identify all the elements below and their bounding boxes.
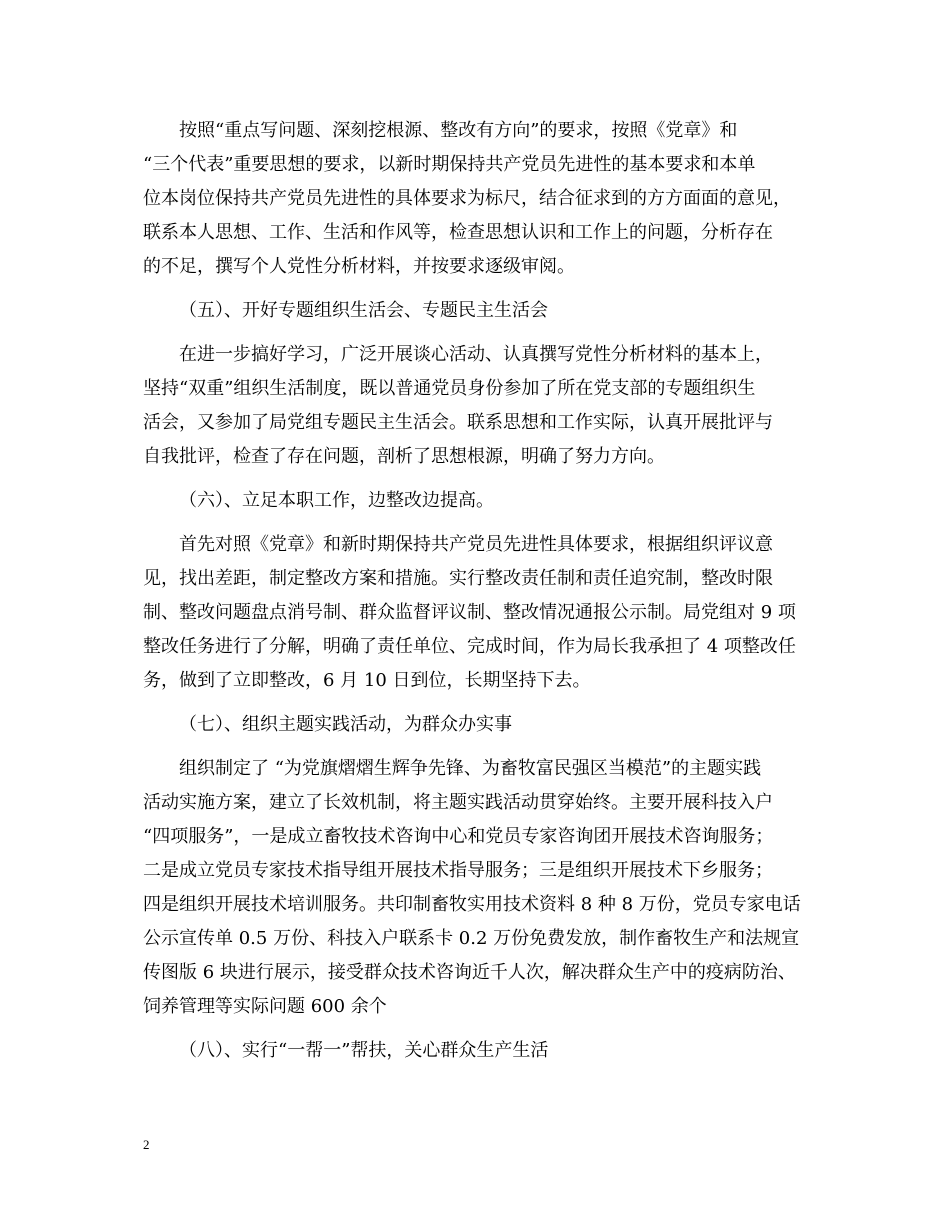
paragraph-line: 活会，又参加了局党组专题民主生活会。联系思想和工作实际，认真开展批评与 <box>143 412 773 433</box>
page-number: 2 <box>143 1137 150 1152</box>
paragraph-line: 见，找出差距，制定整改方案和措施。实行整改责任制和责任追究制，整改时限 <box>143 568 773 589</box>
paragraph-line: 自我批评，检查了存在问题，剖析了思想根源，明确了努力方向。 <box>143 446 665 467</box>
paragraph-line: 联系本人思想、工作、生活和作风等，检查思想认识和工作上的问题，分析存在 <box>143 222 773 243</box>
paragraph-line: 传图版 6 块进行展示，接受群众技术咨询近千人次，解决群众生产中的疫病防治、 <box>143 962 796 983</box>
section-heading: （六）、立足本职工作，边整改边提高。 <box>179 490 494 511</box>
paragraph-line: 组织制定了 “为党旗熠熠生辉争先锋、为畜牧富民强区当模范”的主题实践 <box>179 758 762 779</box>
paragraph-line: 按照“重点写问题、深刻挖根源、整改有方向”的要求，按照《党章》和 <box>179 120 738 141</box>
paragraph-line: 公示宣传单 0.5 万份、科技入户联系卡 0.2 万份免费发放，制作畜牧生产和法规宣 <box>143 928 800 949</box>
paragraph-line: 整改任务进行了分解，明确了责任单位、完成时间，作为局长我承担了 4 项整改任 <box>143 636 796 657</box>
paragraph-line: “三个代表”重要思想的要求，以新时期保持共产党员先进性的基本要求和本单 <box>143 154 756 175</box>
paragraph-line: 位本岗位保持共产党员先进性的具体要求为标尺，结合征求到的方方面面的意见， <box>143 188 791 209</box>
paragraph-line: 首先对照《党章》和新时期保持共产党员先进性具体要求，根据组织评议意 <box>179 534 773 555</box>
paragraph-line: 坚持“双重”组织生活制度，既以普通党员身份参加了所在党支部的专题组织生 <box>143 378 756 399</box>
section-heading: （五）、开好专题组织生活会、专题民主生活会 <box>179 300 548 321</box>
section-heading: （八）、实行“一帮一”帮扶，关心群众生产生活 <box>179 1040 549 1061</box>
paragraph-line: 在进一步搞好学习，广泛开展谈心活动、认真撰写党性分析材料的基本上， <box>179 344 773 365</box>
paragraph-line: 的不足，撰写个人党性分析材料，并按要求逐级审阅。 <box>143 256 575 277</box>
paragraph-line: 四是组织开展技术培训服务。共印制畜牧实用技术资料 8 种 8 万份，党员专家电话 <box>143 894 801 915</box>
paragraph-line: 二是成立党员专家技术指导组开展技术指导服务；三是组织开展技术下乡服务； <box>143 860 773 881</box>
paragraph-line: 务，做到了立即整改，6 月 10 日到位，长期坚持下去。 <box>143 670 591 691</box>
paragraph-line: 活动实施方案，建立了长效机制，将主题实践活动贯穿始终。主要开展科技入户 <box>143 792 773 813</box>
paragraph-line: 饲养管理等实际问题 600 余个 <box>143 996 387 1017</box>
paragraph-line: “四项服务”，一是成立畜牧技术咨询中心和党员专家咨询团开展技术咨询服务； <box>143 826 774 847</box>
section-heading: （七）、组织主题实践活动，为群众办实事 <box>179 714 512 735</box>
paragraph-line: 制、整改问题盘点消号制、群众监督评议制、整改情况通报公示制。局党组对 9 项 <box>143 602 796 623</box>
